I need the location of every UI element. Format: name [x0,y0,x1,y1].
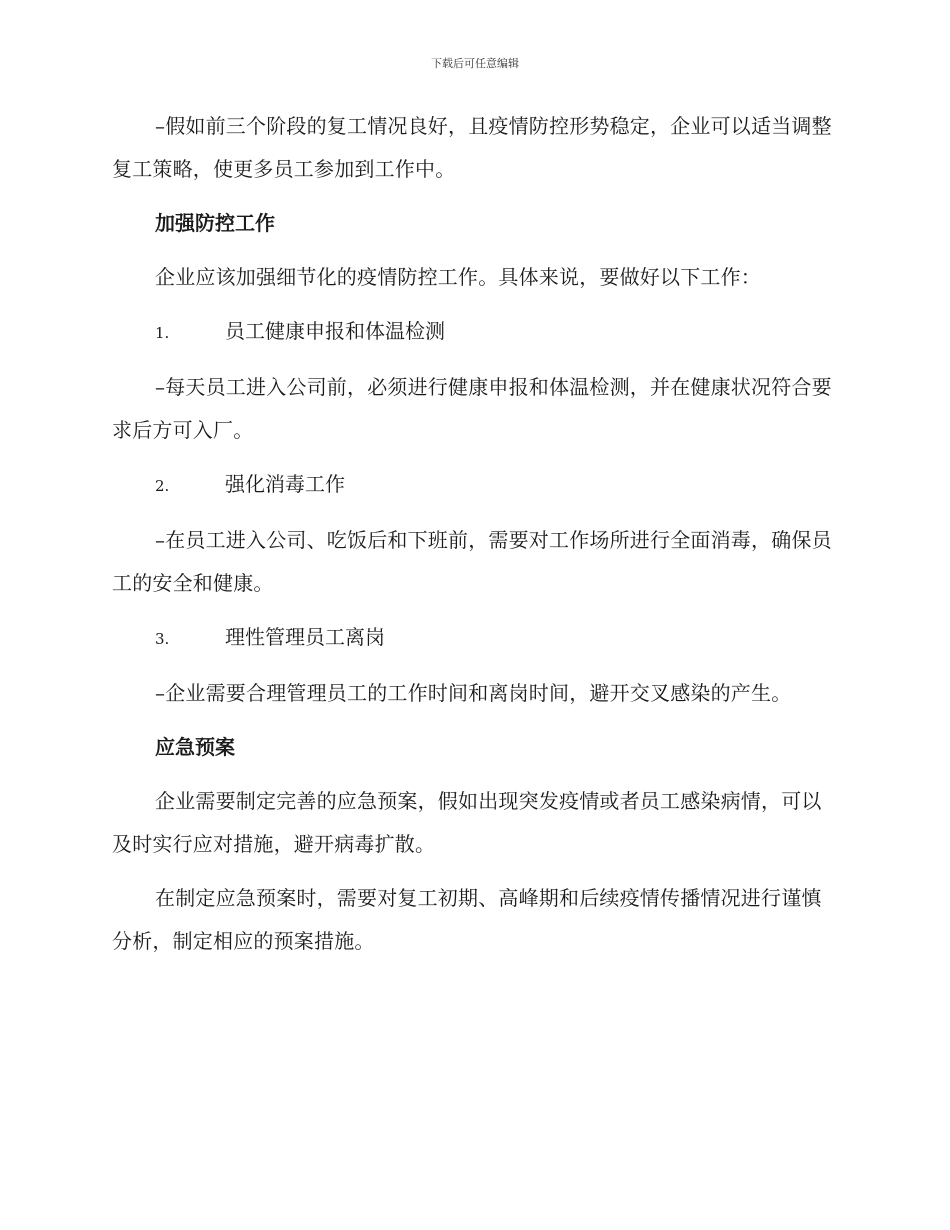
list-item-health-check [112,310,837,355]
page-header: 下载后可任意编辑 [431,57,519,70]
section-heading-prevention: 加强防控工作 [155,211,275,235]
list-item-disinfection [112,463,837,508]
paragraph-phase-adjustment: –假如前三个阶段的复工情况良好，且疫情防控形势稳定，企业可以适当调整复工策略，使更多员工参加到工作中。 [112,114,832,181]
list-item-label: 强化消毒工作 [225,472,345,496]
paragraph-health-check: –每天员工进入公司前，必须进行健康申报和体温检测，并在健康状况符合要求后方可入厂。 [112,375,832,442]
document-body [112,105,837,974]
list-item-label: 员工健康申报和体温检测 [225,319,445,343]
paragraph-disinfection: –在员工进入公司、吃饭后和下班前，需要对工作场所进行全面消毒，确保员工的安全和健康。 [112,528,832,595]
list-item-label: 理性管理员工离岗 [225,625,385,649]
paragraph-emergency-analysis: 在制定应急预案时，需要对复工初期、高峰期和后续疫情传播情况进行谨慎分析，制定相应的预案措施。 [112,886,822,953]
paragraph-emergency-plan: 企业需要制定完善的应急预案，假如出现突发疫情或者员工感染病情，可以及时实行应对措施，避开病毒扩散。 [112,789,822,856]
list-item-leave-management [112,616,837,661]
list-number: 3. [155,630,170,648]
section-heading-emergency: 应急预案 [155,735,235,759]
paragraph-leave-management: –企业需要合理管理员工的工作时间和离岗时间，避开交叉感染的产生。 [155,681,792,705]
list-number: 1. [155,324,170,342]
list-number: 2. [155,477,170,495]
paragraph-prevention-intro: 企业应该加强细节化的疫情防控工作。具体来说，要做好以下工作： [155,265,761,289]
